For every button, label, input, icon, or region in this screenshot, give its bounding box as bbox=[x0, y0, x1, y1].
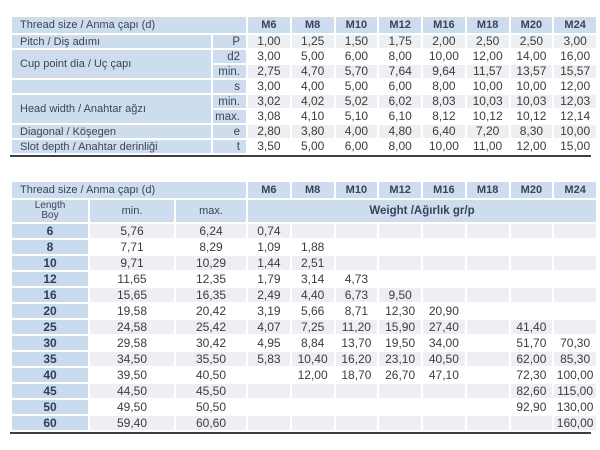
value-cell: 4,02 bbox=[292, 95, 334, 108]
weight-cell bbox=[379, 400, 421, 414]
weight-cell bbox=[423, 240, 465, 254]
weight-cell bbox=[423, 384, 465, 398]
weight-cell: 2,49 bbox=[248, 288, 290, 302]
weight-cell bbox=[511, 224, 553, 238]
weight-cell: 4,95 bbox=[248, 336, 290, 350]
weight-cell: 3,19 bbox=[248, 304, 290, 318]
weight-cell bbox=[511, 288, 553, 302]
value-cell: 5,00 bbox=[336, 80, 378, 93]
weight-cell bbox=[292, 224, 334, 238]
weight-cell: 11,20 bbox=[336, 320, 378, 334]
min-cell: 24,58 bbox=[90, 320, 174, 334]
row-label bbox=[12, 80, 211, 93]
weight-cell bbox=[379, 384, 421, 398]
size-col-header: M20 bbox=[511, 182, 553, 198]
max-cell: 25,42 bbox=[176, 320, 246, 334]
max-cell: 6,24 bbox=[176, 224, 246, 238]
length-cell: 45 bbox=[12, 384, 88, 398]
value-cell: 12,00 bbox=[511, 140, 553, 153]
weight-cell bbox=[248, 384, 290, 398]
table-row bbox=[12, 304, 596, 318]
weight-cell bbox=[511, 272, 553, 286]
row-label: Pitch / Diş adımı bbox=[12, 35, 211, 48]
weight-cell bbox=[423, 416, 465, 430]
length-cell: 8 bbox=[12, 240, 88, 254]
weight-cell: 0,74 bbox=[248, 224, 290, 238]
symbol-cell: d2 bbox=[213, 50, 246, 63]
weight-cell bbox=[554, 224, 596, 238]
value-cell: 10,00 bbox=[511, 80, 553, 93]
value-cell: 12,03 bbox=[554, 95, 596, 108]
value-cell: 6,00 bbox=[379, 80, 421, 93]
weight-cell bbox=[336, 416, 378, 430]
weight-cell: 85,30 bbox=[554, 352, 596, 366]
value-cell: 1,50 bbox=[336, 35, 378, 48]
row-label: Cup point dia / Uç çapı bbox=[12, 50, 211, 78]
symbol-cell: s bbox=[213, 80, 246, 93]
weight-cell bbox=[248, 368, 290, 382]
weight-cell bbox=[554, 256, 596, 270]
value-cell: 6,00 bbox=[336, 140, 378, 153]
length-cell: 6 bbox=[12, 224, 88, 238]
value-cell: 6,10 bbox=[379, 110, 421, 123]
size-col-header: M8 bbox=[292, 182, 334, 198]
weight-cell bbox=[467, 384, 509, 398]
value-cell: 8,30 bbox=[511, 125, 553, 138]
weight-cell: 16,20 bbox=[336, 352, 378, 366]
weights-table-wrap bbox=[10, 180, 594, 434]
weight-cell bbox=[292, 416, 334, 430]
weight-cell: 4,40 bbox=[292, 288, 334, 302]
table-row bbox=[12, 416, 596, 430]
table-row bbox=[12, 50, 596, 63]
weight-cell bbox=[511, 416, 553, 430]
value-cell: 2,00 bbox=[423, 35, 465, 48]
weight-cell bbox=[467, 352, 509, 366]
value-cell: 3,08 bbox=[248, 110, 290, 123]
weight-cell: 72,30 bbox=[511, 368, 553, 382]
max-cell: 16,35 bbox=[176, 288, 246, 302]
min-cell: 15,65 bbox=[90, 288, 174, 302]
weight-cell bbox=[423, 400, 465, 414]
size-col-header: M6 bbox=[248, 17, 290, 33]
weight-cell: 15,90 bbox=[379, 320, 421, 334]
value-cell: 4,10 bbox=[292, 110, 334, 123]
value-cell: 5,02 bbox=[336, 95, 378, 108]
table-row bbox=[12, 224, 596, 238]
weight-cell: 1,44 bbox=[248, 256, 290, 270]
row-label: Head width / Anahtar ağzı bbox=[12, 95, 211, 123]
value-cell: 14,00 bbox=[511, 50, 553, 63]
weight-cell bbox=[336, 384, 378, 398]
value-cell: 8,00 bbox=[423, 80, 465, 93]
symbol-cell: t bbox=[213, 140, 246, 153]
value-cell: 2,80 bbox=[248, 125, 290, 138]
value-cell: 16,00 bbox=[554, 50, 596, 63]
weight-cell bbox=[467, 368, 509, 382]
value-cell: 5,70 bbox=[336, 65, 378, 78]
size-col-header: M8 bbox=[292, 17, 334, 33]
value-cell: 1,25 bbox=[292, 35, 334, 48]
table-row bbox=[12, 140, 596, 153]
length-cell: 16 bbox=[12, 288, 88, 302]
weight-cell bbox=[511, 256, 553, 270]
weight-cell bbox=[467, 336, 509, 350]
weight-cell: 12,30 bbox=[379, 304, 421, 318]
symbol-cell: min. bbox=[213, 65, 246, 78]
size-col-header: M10 bbox=[336, 17, 378, 33]
max-cell: 35,50 bbox=[176, 352, 246, 366]
weight-cell bbox=[511, 304, 553, 318]
value-cell: 8,00 bbox=[379, 50, 421, 63]
value-cell: 3,50 bbox=[248, 140, 290, 153]
weight-cell: 1,79 bbox=[248, 272, 290, 286]
value-cell: 8,03 bbox=[423, 95, 465, 108]
size-col-header: M24 bbox=[554, 17, 596, 33]
weight-cell: 8,84 bbox=[292, 336, 334, 350]
min-cell: 7,71 bbox=[90, 240, 174, 254]
table-title: Thread size / Anma çapı (d) bbox=[12, 17, 246, 33]
table-row bbox=[12, 125, 596, 138]
min-cell: 19,58 bbox=[90, 304, 174, 318]
table-row bbox=[12, 352, 596, 366]
weight-cell: 62,00 bbox=[511, 352, 553, 366]
value-cell: 3,02 bbox=[248, 95, 290, 108]
weight-cell bbox=[467, 288, 509, 302]
weight-cell bbox=[379, 224, 421, 238]
value-cell: 7,20 bbox=[467, 125, 509, 138]
value-cell: 11,00 bbox=[467, 140, 509, 153]
size-col-header: M20 bbox=[511, 17, 553, 33]
value-cell: 3,00 bbox=[554, 35, 596, 48]
weight-cell: 47,10 bbox=[423, 368, 465, 382]
min-cell: 44,50 bbox=[90, 384, 174, 398]
length-header-line1: Length bbox=[34, 200, 66, 211]
weight-cell bbox=[379, 416, 421, 430]
table-row bbox=[12, 95, 596, 108]
weight-cell: 20,90 bbox=[423, 304, 465, 318]
min-cell: 11,65 bbox=[90, 272, 174, 286]
value-cell: 4,70 bbox=[292, 65, 334, 78]
weight-cell bbox=[379, 240, 421, 254]
size-col-header: M18 bbox=[467, 182, 509, 198]
weight-cell: 5,66 bbox=[292, 304, 334, 318]
table-subheader-row bbox=[12, 200, 596, 222]
value-cell: 4,00 bbox=[292, 80, 334, 93]
value-cell: 10,00 bbox=[423, 140, 465, 153]
length-cell: 40 bbox=[12, 368, 88, 382]
value-cell: 8,00 bbox=[379, 140, 421, 153]
length-header-line2: Boy bbox=[41, 210, 59, 221]
dimensions-table-wrap bbox=[10, 15, 591, 157]
weight-cell bbox=[423, 288, 465, 302]
min-header: min. bbox=[90, 200, 174, 222]
size-col-header: M16 bbox=[423, 182, 465, 198]
weight-cell: 40,50 bbox=[423, 352, 465, 366]
size-col-header: M6 bbox=[248, 182, 290, 198]
length-cell: 30 bbox=[12, 336, 88, 350]
value-cell: 3,00 bbox=[248, 50, 290, 63]
length-header bbox=[12, 200, 88, 222]
table-row bbox=[12, 336, 596, 350]
length-cell: 25 bbox=[12, 320, 88, 334]
weight-cell: 7,25 bbox=[292, 320, 334, 334]
value-cell: 12,00 bbox=[554, 80, 596, 93]
length-cell: 10 bbox=[12, 256, 88, 270]
weight-cell: 18,70 bbox=[336, 368, 378, 382]
weight-cell: 1,09 bbox=[248, 240, 290, 254]
weight-cell: 160,00 bbox=[554, 416, 596, 430]
max-cell: 8,29 bbox=[176, 240, 246, 254]
weight-cell bbox=[467, 416, 509, 430]
weight-cell: 115,00 bbox=[554, 384, 596, 398]
weight-cell: 51,70 bbox=[511, 336, 553, 350]
weight-header: Weight /Ağırlık gr/p bbox=[248, 200, 596, 222]
weight-cell bbox=[423, 224, 465, 238]
value-cell: 3,00 bbox=[248, 80, 290, 93]
weight-cell bbox=[292, 400, 334, 414]
table-header-row bbox=[12, 182, 596, 198]
weight-cell bbox=[292, 384, 334, 398]
weight-cell: 82,60 bbox=[511, 384, 553, 398]
weight-cell bbox=[467, 272, 509, 286]
table-row bbox=[12, 288, 596, 302]
weight-cell: 6,73 bbox=[336, 288, 378, 302]
table-row bbox=[12, 368, 596, 382]
weight-cell bbox=[554, 240, 596, 254]
table-row bbox=[12, 320, 596, 334]
length-cell: 12 bbox=[12, 272, 88, 286]
table-header-row bbox=[12, 17, 596, 33]
symbol-cell: P bbox=[213, 35, 246, 48]
value-cell: 10,12 bbox=[511, 110, 553, 123]
value-cell: 1,75 bbox=[379, 35, 421, 48]
row-label: Slot depth / Anahtar derinliği bbox=[12, 140, 211, 153]
value-cell: 4,00 bbox=[336, 125, 378, 138]
value-cell: 15,00 bbox=[554, 140, 596, 153]
max-header: max. bbox=[176, 200, 246, 222]
weight-cell bbox=[423, 256, 465, 270]
weight-cell bbox=[336, 400, 378, 414]
weight-cell: 19,50 bbox=[379, 336, 421, 350]
weight-cell bbox=[554, 304, 596, 318]
symbol-cell: max. bbox=[213, 110, 246, 123]
weight-cell bbox=[467, 256, 509, 270]
min-cell: 29,58 bbox=[90, 336, 174, 350]
value-cell: 6,02 bbox=[379, 95, 421, 108]
value-cell: 5,10 bbox=[336, 110, 378, 123]
weight-cell: 26,70 bbox=[379, 368, 421, 382]
min-cell: 34,50 bbox=[90, 352, 174, 366]
value-cell: 10,00 bbox=[554, 125, 596, 138]
value-cell: 7,64 bbox=[379, 65, 421, 78]
weight-cell: 34,00 bbox=[423, 336, 465, 350]
weight-cell: 13,70 bbox=[336, 336, 378, 350]
min-cell: 59,40 bbox=[90, 416, 174, 430]
row-label: Diagonal / Köşegen bbox=[12, 125, 211, 138]
max-cell: 10,29 bbox=[176, 256, 246, 270]
max-cell: 20,42 bbox=[176, 304, 246, 318]
max-cell: 12,35 bbox=[176, 272, 246, 286]
weight-cell bbox=[423, 272, 465, 286]
value-cell: 10,00 bbox=[467, 80, 509, 93]
max-cell: 40,50 bbox=[176, 368, 246, 382]
weight-cell bbox=[336, 240, 378, 254]
min-cell: 9,71 bbox=[90, 256, 174, 270]
weight-cell: 12,00 bbox=[292, 368, 334, 382]
value-cell: 15,57 bbox=[554, 65, 596, 78]
value-cell: 12,00 bbox=[467, 50, 509, 63]
size-col-header: M16 bbox=[423, 17, 465, 33]
table-row bbox=[12, 384, 596, 398]
weight-cell: 27,40 bbox=[423, 320, 465, 334]
size-col-header: M10 bbox=[336, 182, 378, 198]
value-cell: 10,12 bbox=[467, 110, 509, 123]
min-cell: 5,76 bbox=[90, 224, 174, 238]
value-cell: 2,50 bbox=[467, 35, 509, 48]
weight-cell bbox=[554, 272, 596, 286]
weight-cell: 70,30 bbox=[554, 336, 596, 350]
weight-cell bbox=[467, 224, 509, 238]
weight-cell: 10,40 bbox=[292, 352, 334, 366]
value-cell: 10,03 bbox=[511, 95, 553, 108]
length-cell: 60 bbox=[12, 416, 88, 430]
symbol-cell: min. bbox=[213, 95, 246, 108]
weight-cell: 4,07 bbox=[248, 320, 290, 334]
weight-cell bbox=[467, 400, 509, 414]
value-cell: 13,57 bbox=[511, 65, 553, 78]
min-cell: 39,50 bbox=[90, 368, 174, 382]
weight-cell bbox=[467, 320, 509, 334]
value-cell: 5,00 bbox=[292, 140, 334, 153]
weight-cell: 9,50 bbox=[379, 288, 421, 302]
weight-cell: 23,10 bbox=[379, 352, 421, 366]
weight-cell: 2,51 bbox=[292, 256, 334, 270]
weights-table bbox=[10, 180, 598, 432]
size-col-header: M12 bbox=[379, 17, 421, 33]
weight-cell: 3,14 bbox=[292, 272, 334, 286]
weight-cell bbox=[248, 416, 290, 430]
size-col-header: M24 bbox=[554, 182, 596, 198]
weight-cell bbox=[336, 224, 378, 238]
value-cell: 10,00 bbox=[423, 50, 465, 63]
value-cell: 10,03 bbox=[467, 95, 509, 108]
weight-cell bbox=[336, 256, 378, 270]
value-cell: 6,40 bbox=[423, 125, 465, 138]
weight-cell bbox=[248, 400, 290, 414]
table-row bbox=[12, 256, 596, 270]
min-cell: 49,50 bbox=[90, 400, 174, 414]
weight-cell bbox=[467, 304, 509, 318]
table-row bbox=[12, 35, 596, 48]
weight-cell: 1,88 bbox=[292, 240, 334, 254]
value-cell: 11,57 bbox=[467, 65, 509, 78]
value-cell: 8,12 bbox=[423, 110, 465, 123]
weight-cell: 4,73 bbox=[336, 272, 378, 286]
weight-cell bbox=[554, 288, 596, 302]
weight-cell bbox=[511, 240, 553, 254]
weight-cell: 100,00 bbox=[554, 368, 596, 382]
weight-cell: 5,83 bbox=[248, 352, 290, 366]
weight-cell bbox=[467, 240, 509, 254]
length-cell: 20 bbox=[12, 304, 88, 318]
value-cell: 9,64 bbox=[423, 65, 465, 78]
table-row bbox=[12, 400, 596, 414]
length-cell: 35 bbox=[12, 352, 88, 366]
size-col-header: M12 bbox=[379, 182, 421, 198]
weight-cell bbox=[379, 272, 421, 286]
max-cell: 30,42 bbox=[176, 336, 246, 350]
value-cell: 4,80 bbox=[379, 125, 421, 138]
max-cell: 50,50 bbox=[176, 400, 246, 414]
value-cell: 2,50 bbox=[511, 35, 553, 48]
length-cell: 50 bbox=[12, 400, 88, 414]
max-cell: 45,50 bbox=[176, 384, 246, 398]
value-cell: 3,80 bbox=[292, 125, 334, 138]
value-cell: 6,00 bbox=[336, 50, 378, 63]
weight-cell: 41,40 bbox=[511, 320, 553, 334]
weight-cell: 8,71 bbox=[336, 304, 378, 318]
table-row bbox=[12, 80, 596, 93]
symbol-cell: e bbox=[213, 125, 246, 138]
size-col-header: M18 bbox=[467, 17, 509, 33]
weight-cell bbox=[554, 320, 596, 334]
dimensions-table bbox=[10, 15, 598, 155]
value-cell: 12,14 bbox=[554, 110, 596, 123]
table-row bbox=[12, 240, 596, 254]
value-cell: 5,00 bbox=[292, 50, 334, 63]
weight-cell: 92,90 bbox=[511, 400, 553, 414]
value-cell: 2,75 bbox=[248, 65, 290, 78]
table-row bbox=[12, 272, 596, 286]
max-cell: 60,60 bbox=[176, 416, 246, 430]
value-cell: 1,00 bbox=[248, 35, 290, 48]
weight-cell bbox=[379, 256, 421, 270]
table-title: Thread size / Anma çapı (d) bbox=[12, 182, 246, 198]
weight-cell: 130,00 bbox=[554, 400, 596, 414]
